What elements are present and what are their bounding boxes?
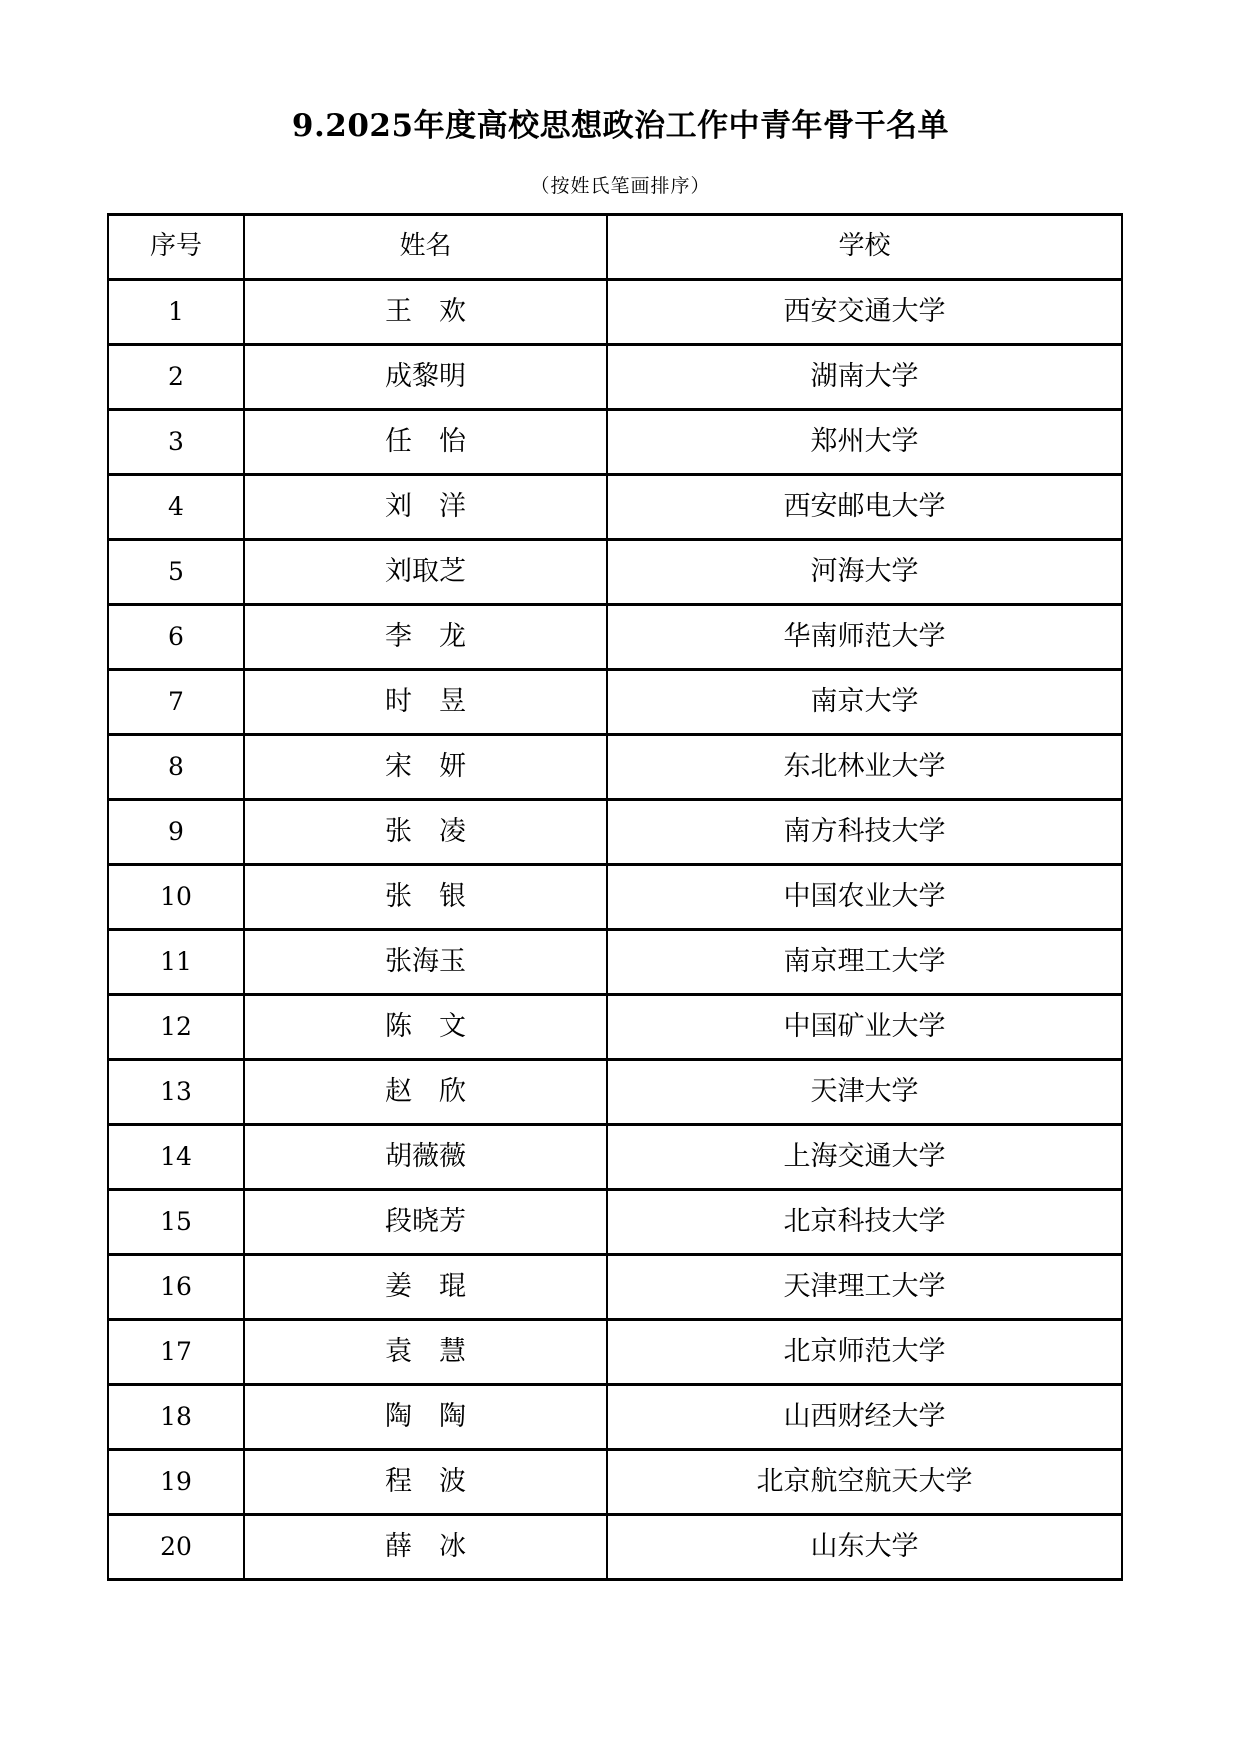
cell-school: 郑州大学	[607, 410, 1122, 475]
cell-school: 北京航空航天大学	[607, 1450, 1122, 1515]
cell-school: 湖南大学	[607, 345, 1122, 410]
cell-index: 12	[108, 995, 244, 1060]
cell-name: 刘 洋	[244, 475, 607, 540]
cell-name: 成黎明	[244, 345, 607, 410]
cell-school: 山西财经大学	[607, 1385, 1122, 1450]
table-row	[108, 1255, 1122, 1320]
cell-school: 西安交通大学	[607, 280, 1122, 345]
cell-index: 11	[108, 930, 244, 995]
cell-school: 南方科技大学	[607, 800, 1122, 865]
cell-index: 15	[108, 1190, 244, 1255]
cell-school: 南京大学	[607, 670, 1122, 735]
cell-name: 姜 琨	[244, 1255, 607, 1320]
cell-index: 5	[108, 540, 244, 605]
cell-index: 10	[108, 865, 244, 930]
table-header-row	[108, 215, 1122, 280]
table-row	[108, 345, 1122, 410]
cell-name: 宋 妍	[244, 735, 607, 800]
table-row	[108, 475, 1122, 540]
table-row	[108, 1190, 1122, 1255]
table-row	[108, 1060, 1122, 1125]
cell-name: 陶 陶	[244, 1385, 607, 1450]
cell-name: 薛 冰	[244, 1515, 607, 1580]
cell-index: 17	[108, 1320, 244, 1385]
cell-school: 北京科技大学	[607, 1190, 1122, 1255]
cell-school: 中国农业大学	[607, 865, 1122, 930]
cell-name: 程 波	[244, 1450, 607, 1515]
cell-school: 河海大学	[607, 540, 1122, 605]
cell-school: 东北林业大学	[607, 735, 1122, 800]
column-header-name: 姓名	[244, 215, 607, 280]
table-row	[108, 930, 1122, 995]
cell-school: 中国矿业大学	[607, 995, 1122, 1060]
cell-name: 张 凌	[244, 800, 607, 865]
cell-school: 西安邮电大学	[607, 475, 1122, 540]
table-row	[108, 280, 1122, 345]
cell-index: 20	[108, 1515, 244, 1580]
table-row	[108, 1450, 1122, 1515]
table-row	[108, 1125, 1122, 1190]
cell-name: 张 银	[244, 865, 607, 930]
cell-index: 18	[108, 1385, 244, 1450]
table-row	[108, 670, 1122, 735]
cell-name: 李 龙	[244, 605, 607, 670]
table-row	[108, 1385, 1122, 1450]
cell-name: 胡薇薇	[244, 1125, 607, 1190]
cell-index: 16	[108, 1255, 244, 1320]
table-row	[108, 865, 1122, 930]
cell-school: 天津大学	[607, 1060, 1122, 1125]
table-body	[108, 280, 1122, 1580]
table-row	[108, 605, 1122, 670]
cell-school: 华南师范大学	[607, 605, 1122, 670]
table-row	[108, 995, 1122, 1060]
cell-name: 陈 文	[244, 995, 607, 1060]
cell-index: 4	[108, 475, 244, 540]
cell-index: 3	[108, 410, 244, 475]
table-row	[108, 800, 1122, 865]
table-row	[108, 1320, 1122, 1385]
table-row	[108, 540, 1122, 605]
cell-name: 袁 慧	[244, 1320, 607, 1385]
cell-school: 天津理工大学	[607, 1255, 1122, 1320]
cell-name: 王 欢	[244, 280, 607, 345]
column-header-index: 序号	[108, 215, 244, 280]
cell-index: 13	[108, 1060, 244, 1125]
cell-index: 8	[108, 735, 244, 800]
cell-index: 7	[108, 670, 244, 735]
cell-name: 任 怡	[244, 410, 607, 475]
cell-name: 时 昱	[244, 670, 607, 735]
table-row	[108, 1515, 1122, 1580]
cell-name: 刘取芝	[244, 540, 607, 605]
cell-index: 2	[108, 345, 244, 410]
cell-index: 19	[108, 1450, 244, 1515]
cell-name: 张海玉	[244, 930, 607, 995]
cell-index: 9	[108, 800, 244, 865]
page-title: 9.2025年度高校思想政治工作中青年骨干名单	[291, 108, 950, 144]
table-row	[108, 735, 1122, 800]
cell-index: 14	[108, 1125, 244, 1190]
column-header-school: 学校	[607, 215, 1122, 280]
cell-school: 南京理工大学	[607, 930, 1122, 995]
cell-index: 1	[108, 280, 244, 345]
roster-table	[107, 213, 1123, 1581]
cell-school: 山东大学	[607, 1515, 1122, 1580]
cell-school: 上海交通大学	[607, 1125, 1122, 1190]
page-subtitle: （按姓氏笔画排序）	[530, 175, 711, 197]
cell-index: 6	[108, 605, 244, 670]
cell-name: 段晓芳	[244, 1190, 607, 1255]
cell-school: 北京师范大学	[607, 1320, 1122, 1385]
cell-name: 赵 欣	[244, 1060, 607, 1125]
table-row	[108, 410, 1122, 475]
